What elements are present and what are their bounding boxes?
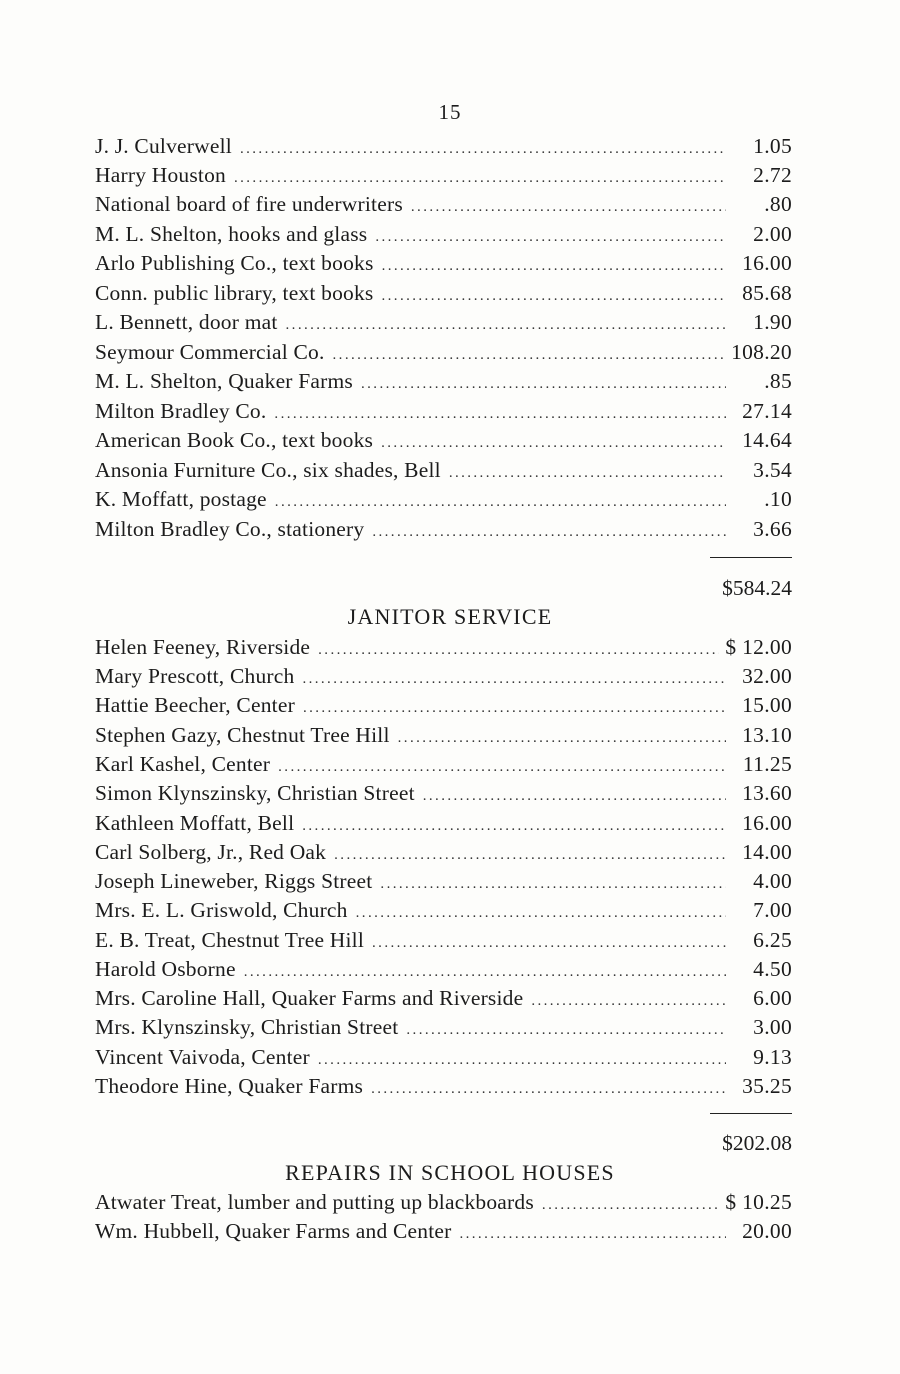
total-rule xyxy=(710,557,792,558)
ledger-row xyxy=(95,308,792,337)
dot-leader xyxy=(302,812,726,841)
payee: Vincent Vaivoda, Center xyxy=(95,1045,310,1069)
dot-leader xyxy=(302,665,726,694)
payee: Arlo Publishing Co., text books xyxy=(95,251,374,275)
amount: 27.14 xyxy=(742,399,792,423)
amount: 32.00 xyxy=(742,664,792,688)
payee: American Book Co., text books xyxy=(95,428,374,452)
ledger-row xyxy=(95,691,792,720)
section-total: $584.24 xyxy=(722,576,792,600)
payee: Harry Houston xyxy=(95,163,226,187)
ledger-row xyxy=(95,838,792,867)
dot-leader xyxy=(318,636,719,665)
payee: National board of fire underwriters xyxy=(95,192,403,216)
dot-leader xyxy=(318,1046,726,1075)
payee: Kathleen Moffatt, Bell xyxy=(95,811,295,835)
ledger-row xyxy=(95,809,792,838)
dot-leader xyxy=(372,518,726,547)
payee: Conn. public library, text books xyxy=(95,281,374,305)
section-total: $202.08 xyxy=(722,1131,792,1155)
ledger-row xyxy=(95,249,792,278)
payee: Wm. Hubbell, Quaker Farms and Center xyxy=(95,1219,452,1243)
ledger-row xyxy=(95,397,792,426)
payee: M. L. Shelton, hooks and glass xyxy=(95,222,368,246)
amount: 16.00 xyxy=(742,811,792,835)
ledger-row xyxy=(95,367,792,396)
dot-leader xyxy=(356,899,726,928)
payee: K. Moffatt, postage xyxy=(95,487,267,511)
section-heading: REPAIRS IN SCHOOL HOUSES xyxy=(285,1160,615,1185)
amount: 85.68 xyxy=(742,281,792,305)
dot-leader xyxy=(381,429,726,458)
payee: Milton Bradley Co., stationery xyxy=(95,517,365,541)
amount: 35.25 xyxy=(742,1074,792,1098)
amount: 7.00 xyxy=(753,898,792,922)
ledger-row xyxy=(95,338,792,367)
amount: 3.66 xyxy=(753,517,792,541)
ledger-row xyxy=(95,1072,792,1101)
payee: Atwater Treat, lumber and putting up blackboards xyxy=(95,1190,534,1214)
amount: 4.00 xyxy=(753,869,792,893)
amount: 15.00 xyxy=(742,693,792,717)
dot-leader xyxy=(303,694,726,723)
amount: 9.13 xyxy=(753,1045,792,1069)
ledger-row xyxy=(95,456,792,485)
ledger-row xyxy=(95,1013,792,1042)
dot-leader xyxy=(234,164,726,193)
amount: 3.54 xyxy=(753,458,792,482)
payee: J. J. Culverwell xyxy=(95,134,232,158)
dot-leader xyxy=(240,135,726,164)
payee: Hattie Beecher, Center xyxy=(95,693,295,717)
payee: Mary Prescott, Church xyxy=(95,664,295,688)
payee: Mrs. E. L. Griswold, Church xyxy=(95,898,348,922)
ledger-row xyxy=(95,779,792,808)
ledger-row xyxy=(95,220,792,249)
dot-leader xyxy=(411,193,726,222)
dot-leader xyxy=(333,341,726,370)
payee: M. L. Shelton, Quaker Farms xyxy=(95,369,353,393)
payee: Stephen Gazy, Chestnut Tree Hill xyxy=(95,723,390,747)
amount: $ 10.25 xyxy=(725,1190,792,1214)
amount: 1.90 xyxy=(753,310,792,334)
dot-leader xyxy=(382,282,727,311)
ledger-row xyxy=(95,1188,792,1217)
ledger-row xyxy=(95,190,792,219)
payee: Mrs. Klynszinsky, Christian Street xyxy=(95,1015,399,1039)
amount: $ 12.00 xyxy=(725,635,792,659)
amount: 16.00 xyxy=(742,251,792,275)
dot-leader xyxy=(375,223,726,252)
payee: Carl Solberg, Jr., Red Oak xyxy=(95,840,327,864)
page-number: 15 xyxy=(438,100,462,124)
dot-leader xyxy=(275,488,726,517)
ledger-row xyxy=(95,926,792,955)
amount: 14.64 xyxy=(742,428,792,452)
ledger-row xyxy=(95,1043,792,1072)
amount: 11.25 xyxy=(742,752,792,776)
amount: .85 xyxy=(764,369,792,393)
amount: 13.60 xyxy=(742,781,792,805)
amount: 6.00 xyxy=(753,986,792,1010)
dot-leader xyxy=(244,958,726,987)
amount: 1.05 xyxy=(753,134,792,158)
ledger-row xyxy=(95,750,792,779)
amount: 13.10 xyxy=(742,723,792,747)
ledger-row xyxy=(95,426,792,455)
ledger-row xyxy=(95,896,792,925)
payee: Theodore Hine, Quaker Farms xyxy=(95,1074,364,1098)
dot-leader xyxy=(286,311,726,340)
payee: Seymour Commercial Co. xyxy=(95,340,325,364)
dot-leader xyxy=(531,987,726,1016)
amount: 6.25 xyxy=(753,928,792,952)
amount: 108.20 xyxy=(731,340,792,364)
payee: Karl Kashel, Center xyxy=(95,752,271,776)
ledger-row xyxy=(95,515,792,544)
dot-leader xyxy=(398,724,726,753)
payee: E. B. Treat, Chestnut Tree Hill xyxy=(95,928,365,952)
amount: .80 xyxy=(764,192,792,216)
payee: L. Bennett, door mat xyxy=(95,310,278,334)
payee: Harold Osborne xyxy=(95,957,236,981)
ledger-row xyxy=(95,633,792,662)
dot-leader xyxy=(274,400,726,429)
dot-leader xyxy=(334,841,726,870)
dot-leader xyxy=(423,782,726,811)
amount: 2.00 xyxy=(753,222,792,246)
dot-leader xyxy=(372,929,726,958)
ledger-row xyxy=(95,721,792,750)
ledger-row xyxy=(95,984,792,1013)
amount: 2.72 xyxy=(753,163,792,187)
total-rule xyxy=(710,1113,792,1114)
payee: Mrs. Caroline Hall, Quaker Farms and Riverside xyxy=(95,986,524,1010)
dot-leader xyxy=(459,1220,726,1249)
payee: Joseph Lineweber, Riggs Street xyxy=(95,869,373,893)
ledger-row xyxy=(95,955,792,984)
dot-leader xyxy=(371,1075,726,1104)
ledger-row xyxy=(95,485,792,514)
payee: Helen Feeney, Riverside xyxy=(95,635,311,659)
ledger-row xyxy=(95,1217,792,1246)
payee: Simon Klynszinsky, Christian Street xyxy=(95,781,415,805)
amount: 3.00 xyxy=(753,1015,792,1039)
dot-leader xyxy=(278,753,726,782)
amount: 14.00 xyxy=(742,840,792,864)
ledger-row xyxy=(95,662,792,691)
dot-leader xyxy=(542,1191,719,1220)
dot-leader xyxy=(382,252,726,281)
amount: 4.50 xyxy=(753,957,792,981)
dot-leader xyxy=(361,370,726,399)
dot-leader xyxy=(449,459,726,488)
section-heading: JANITOR SERVICE xyxy=(347,604,553,629)
ledger-row xyxy=(95,132,792,161)
ledger-row xyxy=(95,161,792,190)
amount: 20.00 xyxy=(742,1219,792,1243)
payee: Ansonia Furniture Co., six shades, Bell xyxy=(95,458,441,482)
ledger-row xyxy=(95,279,792,308)
dot-leader xyxy=(406,1016,726,1045)
dot-leader xyxy=(380,870,726,899)
amount: .10 xyxy=(764,487,792,511)
ledger-row xyxy=(95,867,792,896)
payee: Milton Bradley Co. xyxy=(95,399,267,423)
